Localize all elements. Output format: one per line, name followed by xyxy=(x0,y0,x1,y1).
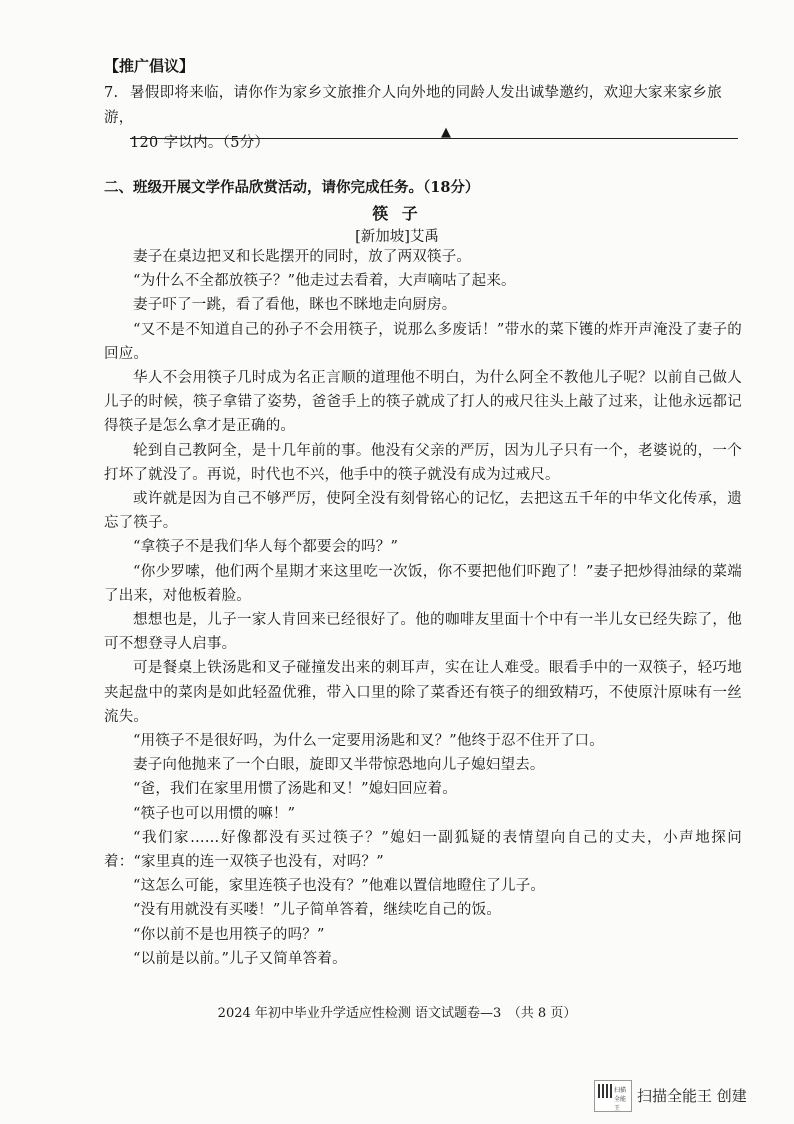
story-paragraph: “用筷子不是很好吗，为什么一定要用汤匙和叉？”他终于忍不住开了口。 xyxy=(133,733,604,750)
story-paragraph: 轮到自己教阿全，是十几年前的事。他没有父亲的严厉，因为儿子只有一个，老婆说的，一个打坏了就没了。再说，时代也不兴，他手中的筷子就没有成为过戒尺。 xyxy=(104,442,742,483)
scanner-text: 扫描全能王 创建 xyxy=(637,1087,747,1105)
question-text-line1: 暑假即将来临，请你作为家乡文旅推介人向外地的同龄人发出诚挚邀约，欢迎大家来家乡旅游， xyxy=(104,85,722,126)
question-text-line2: 120 字以内。（5分） xyxy=(130,135,270,151)
story-author: [新加坡]艾禹 xyxy=(355,229,439,245)
question-7 xyxy=(104,81,744,156)
story-paragraph: 妻子向他抛来了一个白眼，旋即又半带惊恐地向儿子媳妇望去。 xyxy=(133,757,545,774)
triangle-marker-icon: ▲ xyxy=(441,125,451,140)
story-title: 筷 子 xyxy=(372,204,422,223)
story-paragraph: “我们家……好像都没有买过筷子？”媳妇一副狐疑的表情望向自己的丈夫，小声地探问着：“家里真的连一双筷子也没有，对吗？” xyxy=(104,829,742,871)
story-body xyxy=(104,245,742,971)
part-two-heading: 二、班级开展文学作品欣赏活动，请你完成任务。（18分） xyxy=(104,179,480,196)
story-paragraph: “拿筷子不是我们华人每个都要会的吗？” xyxy=(133,539,399,556)
story-paragraph: “筷子也可以用惯的嘛！” xyxy=(133,805,296,822)
story-paragraph: 可是餐桌上铁汤匙和叉子碰撞发出来的刺耳声，实在让人难受。眼看手中的一双筷子，轻巧地夹起盘中的菜肉是如此轻盈优雅，带入口里的除了菜香还有筷子的细致精巧，不使原汁原味有一丝流失。 xyxy=(104,660,742,725)
story-paragraph: 想想也是，儿子一家人肯回来已经很好了。他的咖啡友里面十个中有一半儿女已经失踪了，他可不想登寻人启事。 xyxy=(104,612,742,653)
story-paragraph: “你以前不是也用筷子的吗？” xyxy=(133,926,325,943)
story-paragraph: “以前是以前。”儿子又简单答着。 xyxy=(133,950,347,967)
story-paragraph: “爸，我们在家里用惯了汤匙和叉！”媳妇回应着。 xyxy=(133,781,457,798)
story-paragraph: 或许就是因为自己不够严厉，使阿全没有刻骨铭心的记忆，去把这五千年的中华文化传承，遗忘了筷子。 xyxy=(104,491,742,532)
scanner-watermark xyxy=(594,1080,774,1110)
story-paragraph: 妻子在桌边把叉和长匙摆开的同时，放了两双筷子。 xyxy=(133,249,472,265)
story-paragraph: “没有用就没有买喽！”儿子简单答着，继续吃自己的饭。 xyxy=(133,902,502,919)
answer-line xyxy=(130,138,738,139)
story-paragraph: “为什么不全都放筷子？”他走过去看着，大声嘀咕了起来。 xyxy=(133,273,516,290)
story-paragraph: “这怎么可能，家里连筷子也没有？”他难以置信地瞪住了儿子。 xyxy=(133,878,546,895)
story-paragraph: “你少罗嗦，他们两个星期才来这里吃一次饭，你不要把他们吓跑了！”妻子把炒得油绿的菜端了出来，对他板着脸。 xyxy=(104,563,742,604)
story-paragraph: 妻子吓了一跳，看了看他，眯也不眯地走向厨房。 xyxy=(133,297,457,314)
question-number: 7. xyxy=(104,85,119,101)
story-paragraph: “又不是不知道自己的孙子不会用筷子，说那么多废话！”带水的菜下镬的炸开声淹没了妻子的回应。 xyxy=(104,321,742,362)
story-paragraph: 华人不会用筷子几时成为名正言顺的道理他不明白，为什么阿全不教他儿子呢？以前自己做人儿子的时候，筷子拿错了姿势，爸爸手上的筷子就成了打人的戒尺往头上敲了过来，让他永远都记得筷子是怎么拿才是正确的。 xyxy=(104,370,742,435)
page-footer: 2024 年初中毕业升学适应性检测 语文试题卷—3 （共 8 页） xyxy=(217,1006,577,1021)
promo-section-header: 【推广倡议】 xyxy=(104,57,195,75)
qr-label: 扫描全能王 xyxy=(614,1087,627,1112)
qr-code-icon xyxy=(594,1080,632,1112)
